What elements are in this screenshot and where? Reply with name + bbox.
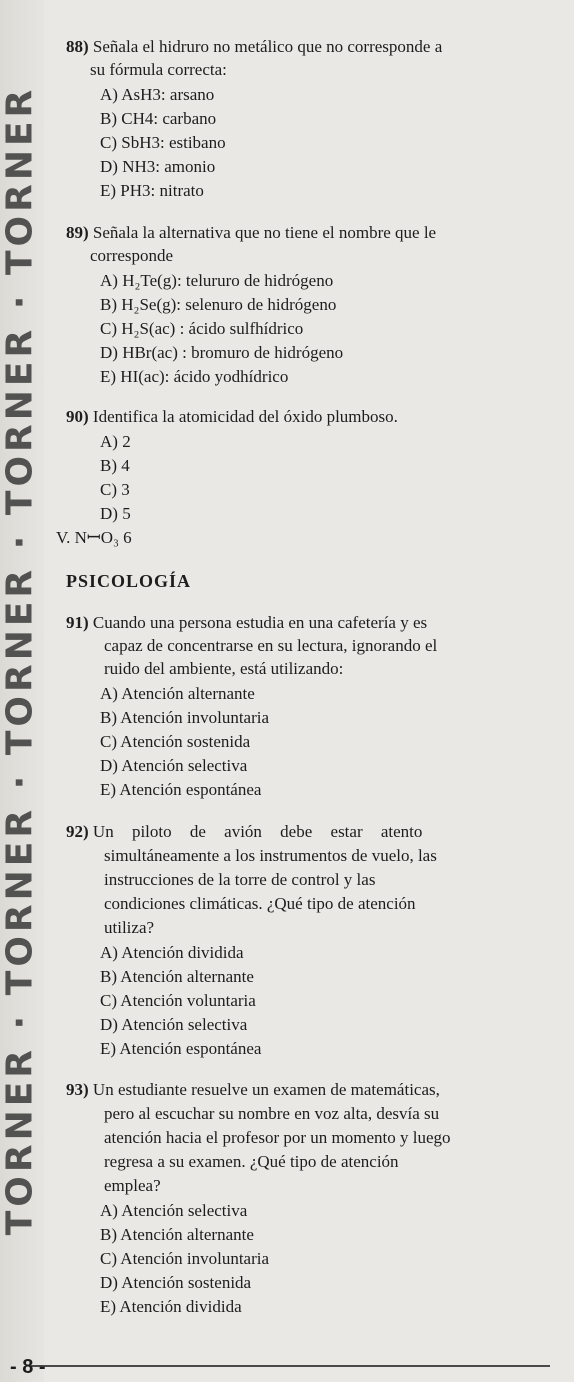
- q90-option-b: B) 4: [100, 456, 130, 475]
- q88-option-d: D) NH3: amonio: [100, 157, 216, 176]
- q92-stem-line4: condiciones climáticas. ¿Qué tipo de atención: [104, 894, 416, 913]
- q91-option-e: E) Atención espontánea: [100, 780, 262, 799]
- q89-option-c: C) H₂S(ac) : ácido sulfhídrico: [100, 319, 304, 338]
- page-number: - 8 -: [10, 1356, 46, 1378]
- q93-option-e: E) Atención dividida: [100, 1297, 242, 1316]
- q90-text-1: Identifica la atomicidad del óxido plumboso.: [92, 407, 398, 426]
- q89-option-e: E) HI(ac): ácido yodhídrico: [100, 367, 289, 386]
- q90-option-c: C) 3: [100, 480, 130, 499]
- q93-option-a: A) Atención selectiva: [100, 1201, 248, 1220]
- q91-number: 91): [66, 613, 89, 632]
- q89-text-1: Señala la alternativa que no tiene el nombre que le: [92, 223, 437, 242]
- q89-stem-line2: corresponde: [90, 246, 174, 265]
- q88-stem-line1: [66, 36, 442, 58]
- q93-stem-line1: [66, 1079, 440, 1101]
- q93-stem-line3: atención hacia el profesor por un momento y luego: [104, 1128, 451, 1147]
- q89-option-d: D) HBr(ac) : bromuro de hidrógeno: [100, 343, 344, 362]
- q93-stem-line2: pero al escuchar su nombre en voz alta, desvía su: [104, 1104, 440, 1123]
- q92-stem-line2: simultáneamente a los instrumentos de vuelo, las: [104, 846, 437, 865]
- q91-stem-line3: ruido del ambiente, está utilizando:: [104, 659, 344, 678]
- q92-stem-line5: utiliza?: [104, 918, 155, 937]
- q92-stem-line3: instrucciones de la torre de control y las: [104, 870, 376, 889]
- q91-stem-line1: [66, 612, 427, 634]
- q90-stem-line1: [66, 406, 398, 428]
- q89-number: 89): [66, 223, 89, 242]
- q91-option-b: B) Atención involuntaria: [100, 708, 270, 727]
- q92-number: 92): [66, 822, 89, 841]
- q90-number: 90): [66, 407, 89, 426]
- q92-option-a: A) Atención dividida: [100, 943, 244, 962]
- q89-option-b: B) H₂Se(g): selenuro de hidrógeno: [100, 295, 337, 314]
- q88-option-a: A) AsH3: arsano: [100, 85, 215, 104]
- q93-option-c: C) Atención involuntaria: [100, 1249, 270, 1268]
- q88-stem-line2: su fórmula correcta:: [90, 60, 227, 79]
- q88-option-c: C) SbH3: estibano: [100, 133, 226, 152]
- q92-stem-line1: [66, 821, 422, 843]
- q92-option-c: C) Atención voluntaria: [100, 991, 256, 1010]
- q91-option-a: A) Atención alternante: [100, 684, 255, 703]
- q92-option-d: D) Atención selectiva: [100, 1015, 248, 1034]
- section-title-psicologia: PSICOLOGÍA: [66, 571, 192, 591]
- q93-number: 93): [66, 1080, 89, 1099]
- q92-text-1: Un piloto de avión debe estar atento: [92, 822, 423, 841]
- q91-option-d: D) Atención selectiva: [100, 756, 248, 775]
- q93-option-b: B) Atención alternante: [100, 1225, 254, 1244]
- q90-option-a: A) 2: [100, 432, 131, 451]
- watermark-text: TORNER · TORNER · TORNER · TORNER · TORNER: [0, 85, 41, 1236]
- q89-option-a: A) H₂Te(g): telururo de hidrógeno: [100, 271, 334, 290]
- q89-stem-line1: [66, 222, 436, 244]
- q90-handwritten-note: V. NꟷO₃ 6: [56, 528, 132, 547]
- footer-rule: [30, 1365, 550, 1367]
- q92-option-b: B) Atención alternante: [100, 967, 254, 986]
- q92-option-e: E) Atención espontánea: [100, 1039, 262, 1058]
- q93-stem-line5: emplea?: [104, 1176, 161, 1195]
- q90-option-d: D) 5: [100, 504, 131, 523]
- q93-option-d: D) Atención sostenida: [100, 1273, 252, 1292]
- q91-option-c: C) Atención sostenida: [100, 732, 251, 751]
- q91-text-1: Cuando una persona estudia en una cafetería y es: [92, 613, 428, 632]
- q88-option-e: E) PH3: nitrato: [100, 181, 204, 200]
- q88-number: 88): [66, 37, 89, 56]
- q88-text-1: Señala el hidruro no metálico que no corresponde a: [92, 37, 443, 56]
- q91-stem-line2: capaz de concentrarse en su lectura, ignorando el: [104, 636, 438, 655]
- q88-option-b: B) CH4: carbano: [100, 109, 217, 128]
- q93-stem-line4: regresa a su examen. ¿Qué tipo de atención: [104, 1152, 399, 1171]
- q93-text-1: Un estudiante resuelve un examen de matemáticas,: [92, 1080, 440, 1099]
